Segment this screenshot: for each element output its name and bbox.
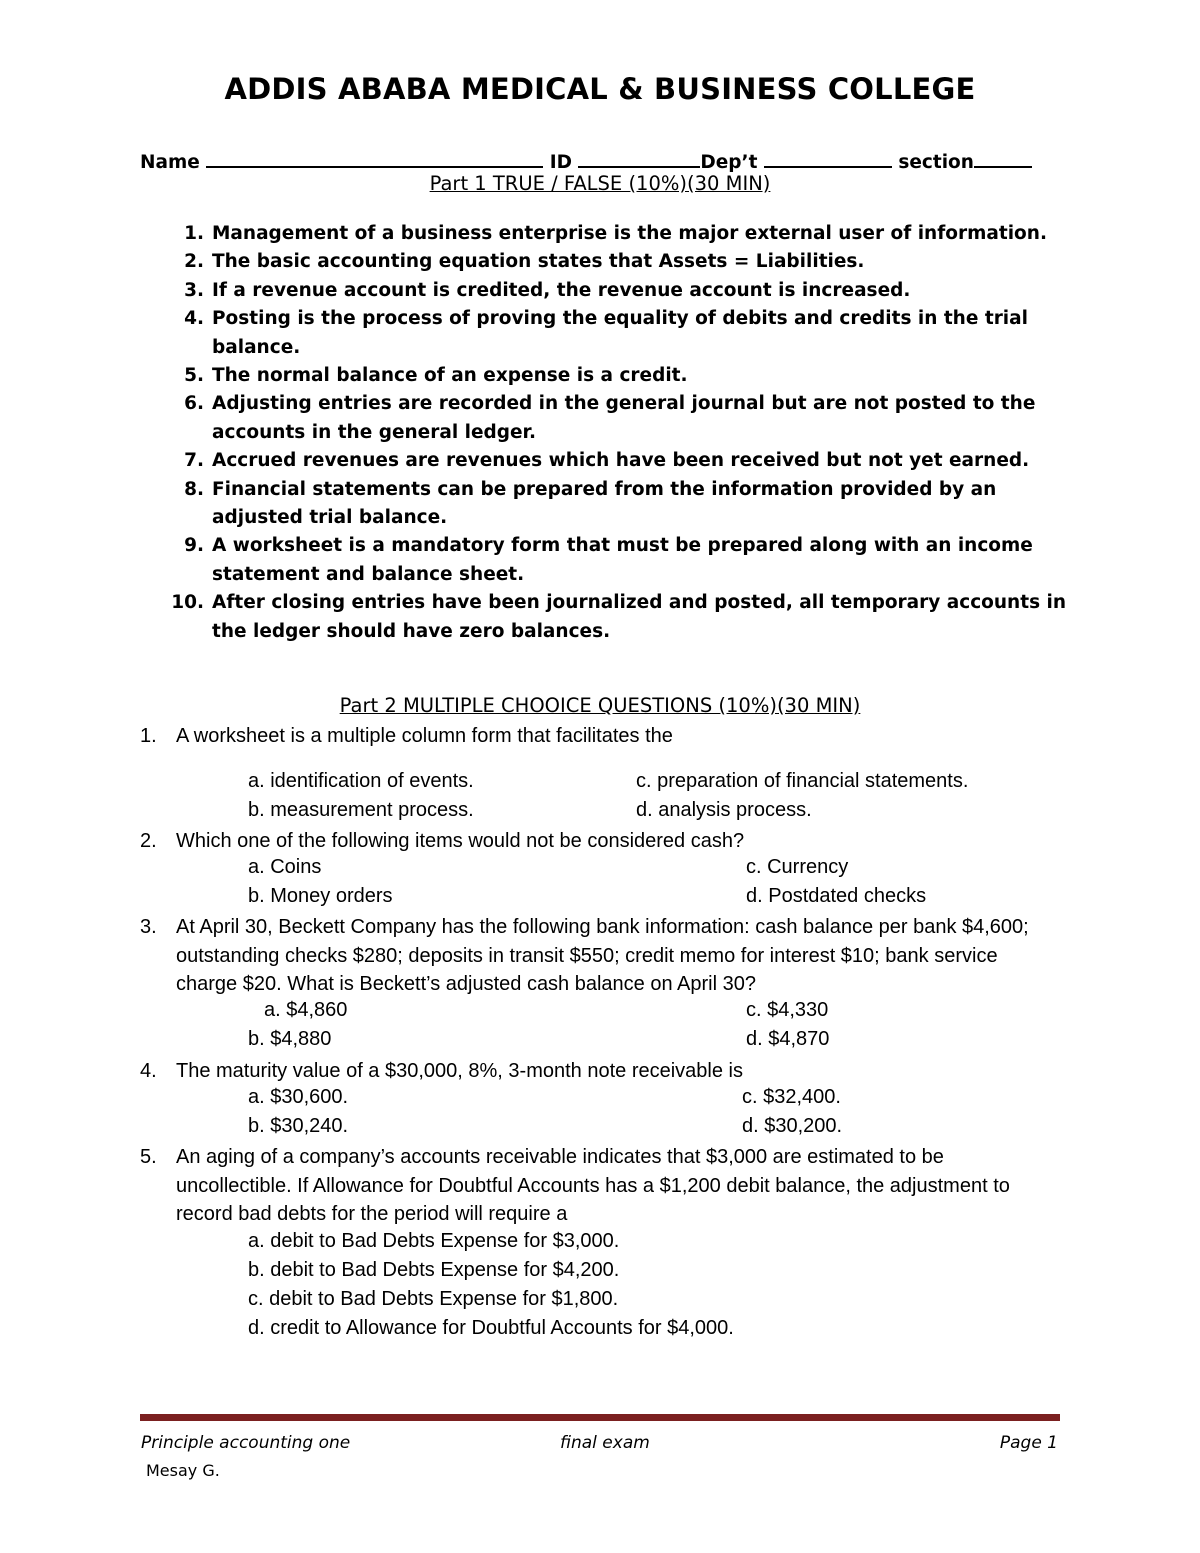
q1-option-a[interactable]: a. identification of events. bbox=[248, 770, 474, 792]
footer-rule bbox=[140, 1414, 1060, 1421]
q5-option-c[interactable]: c. debit to Bad Debts Expense for $1,800. bbox=[248, 1288, 619, 1310]
true-false-list bbox=[170, 220, 1070, 646]
footer-page-number: Page 1 bbox=[999, 1433, 1058, 1453]
id-blank[interactable] bbox=[578, 146, 700, 168]
q2-option-a[interactable]: a. Coins bbox=[248, 856, 322, 878]
q5-option-d[interactable]: d. credit to Allowance for Doubtful Accounts for $4,000. bbox=[248, 1317, 734, 1339]
q3-option-c[interactable]: c. $4,330 bbox=[746, 999, 829, 1021]
q3-option-a[interactable]: a. $4,860 bbox=[264, 999, 348, 1021]
mc-question-5: 5. An aging of a company’s accounts receivable indicates that $3,000 are estimated to be uncollectible. If Allowance for Doubtful Accounts has a $1,200 debit balance, the adjustment to record bad debts for the period will require a bbox=[140, 1146, 1010, 1226]
mc-question-3: 3. At April 30, Beckett Company has the following bank information: cash balance per bank $4,600; outstanding checks $280; deposits in transit $550; credit memo for interest $10; bank service charge $20. What is Beckett’s adjusted cash balance on April 30? bbox=[140, 916, 1029, 996]
q3-option-b[interactable]: b. $4,880 bbox=[248, 1028, 332, 1050]
q4-option-c[interactable]: c. $32,400. bbox=[742, 1086, 841, 1108]
list-item: 9. A worksheet is a mandatory form that must be prepared along with an income statement and balance sheet. bbox=[184, 535, 1033, 585]
q4-option-b[interactable]: b. $30,240. bbox=[248, 1115, 349, 1137]
list-item: 2. The basic accounting equation states that Assets = Liabilities. bbox=[184, 251, 865, 273]
list-item: 8. Financial statements can be prepared from the information provided by an adjusted trial balance. bbox=[184, 478, 997, 529]
college-title: ADDIS ABABA MEDICAL & BUSINESS COLLEGE bbox=[224, 72, 976, 106]
id-label: ID bbox=[549, 152, 572, 173]
name-label: Name bbox=[140, 152, 200, 173]
list-item: 3. If a revenue account is credited, the revenue account is increased. bbox=[184, 279, 911, 301]
q4-option-d[interactable]: d. $30,200. bbox=[742, 1115, 843, 1137]
footer-author: Mesay G. bbox=[146, 1461, 220, 1480]
dept-blank[interactable] bbox=[764, 146, 892, 168]
list-item: 6. Adjusting entries are recorded in the general journal but are not posted to the accounts in the general ledger. bbox=[184, 393, 1036, 443]
q2-option-d[interactable]: d. Postdated checks bbox=[746, 885, 927, 907]
mc-question-4: 4. The maturity value of a $30,000, 8%, 3-month note receivable is bbox=[140, 1060, 743, 1082]
q4-option-a[interactable]: a. $30,600. bbox=[248, 1086, 349, 1108]
footer-course: Principle accounting one bbox=[141, 1433, 351, 1453]
footer-exam: final exam bbox=[560, 1433, 650, 1453]
list-item: 5. The normal balance of an expense is a credit. bbox=[184, 365, 688, 387]
list-item: 10. After closing entries have been journalized and posted, all temporary accounts in the ledger should have zero balances. bbox=[171, 592, 1067, 642]
q5-option-b[interactable]: b. debit to Bad Debts Expense for $4,200. bbox=[248, 1259, 620, 1281]
list-item: 7. Accrued revenues are revenues which have been received but not yet earned. bbox=[184, 450, 1030, 472]
part2-title: Part 2 MULTIPLE CHOOICE QUESTIONS (10%)(30 MIN) bbox=[339, 694, 861, 717]
list-item: 4. Posting is the process of proving the equality of debits and credits in the trial balance. bbox=[184, 308, 1028, 358]
q2-option-c[interactable]: c. Currency bbox=[746, 856, 849, 878]
section-label: section bbox=[898, 152, 974, 173]
q3-option-d[interactable]: d. $4,870 bbox=[746, 1028, 830, 1050]
list-item: 1. Management of a business enterprise is the major external user of information. bbox=[184, 223, 1047, 244]
mc-question-1: 1. A worksheet is a multiple column form that facilitates the bbox=[140, 725, 673, 747]
q1-option-d[interactable]: d. analysis process. bbox=[636, 799, 812, 821]
section-blank[interactable] bbox=[974, 146, 1032, 168]
dept-label: Dep’t bbox=[700, 152, 758, 173]
q1-option-c[interactable]: c. preparation of financial statements. bbox=[636, 770, 969, 792]
q2-option-b[interactable]: b. Money orders bbox=[248, 885, 393, 907]
name-blank[interactable] bbox=[206, 146, 543, 168]
part1-title: Part 1 TRUE / FALSE (10%)(30 MIN) bbox=[429, 172, 771, 195]
q1-option-b[interactable]: b. measurement process. bbox=[248, 799, 474, 821]
student-info-line bbox=[140, 146, 1040, 173]
mc-question-2: 2. Which one of the following items would not be considered cash? bbox=[140, 830, 745, 852]
q5-option-a[interactable]: a. debit to Bad Debts Expense for $3,000. bbox=[248, 1230, 620, 1252]
